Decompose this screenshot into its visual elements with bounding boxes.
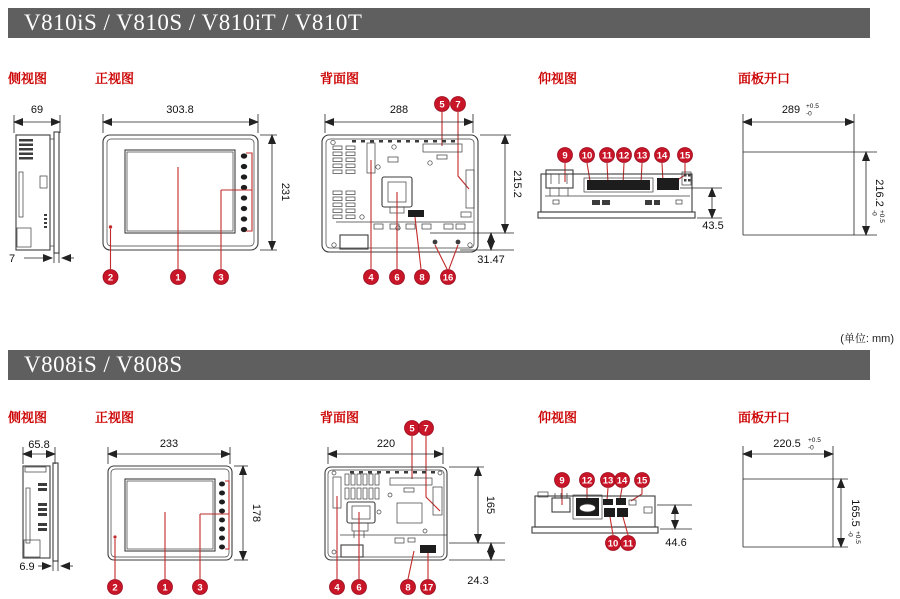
side-connector — [433, 487, 442, 515]
callout-5 — [405, 421, 420, 436]
svg-text:9: 9 — [562, 150, 568, 162]
svg-text:14: 14 — [616, 475, 628, 487]
callout-13 — [601, 473, 616, 488]
callout-14 — [655, 148, 670, 163]
svg-text:3: 3 — [197, 582, 203, 594]
side-vent-slats — [19, 139, 33, 160]
callout-12 — [580, 473, 595, 488]
tolerance-plus: +0.5 — [854, 531, 861, 544]
dip-switch — [420, 545, 436, 553]
label-side-view: 侧视图 — [8, 410, 48, 425]
dim-panel-width: 289 — [781, 104, 801, 116]
label-panel-cutout: 面板开口 — [738, 410, 791, 425]
dim-back-bottom-offset: 31.47 — [477, 254, 505, 266]
svg-text:4: 4 — [368, 272, 374, 284]
callout-11 — [600, 148, 615, 163]
tolerance-minus: -0 — [846, 531, 854, 537]
label-front-view: 正视图 — [95, 71, 135, 86]
dim-side-width: 65.8 — [28, 439, 50, 451]
power-led — [113, 535, 116, 538]
svg-text:1: 1 — [162, 582, 168, 594]
dim-panel-height: 165.5 — [849, 499, 861, 527]
dim-side-front-thickness: 6.9 — [19, 561, 35, 573]
dim-panel-width: 220.5 — [773, 438, 801, 450]
v808-front-view — [108, 438, 263, 595]
callout-13 — [635, 148, 650, 163]
callout-3 — [214, 270, 229, 285]
svg-text:17: 17 — [422, 582, 434, 594]
svg-text:3: 3 — [218, 272, 224, 284]
svg-text:4: 4 — [334, 582, 340, 594]
dim-front-width: 233 — [159, 438, 179, 450]
callout-10 — [580, 148, 595, 163]
callout-9 — [558, 148, 573, 163]
svg-text:13: 13 — [602, 475, 614, 487]
callout-8 — [415, 270, 430, 285]
callout-15 — [678, 148, 693, 163]
function-buttons — [241, 153, 247, 232]
dim-front-height: 231 — [279, 182, 291, 202]
dim-side-front-thickness: 7 — [8, 253, 16, 265]
tolerance-plus: +0.5 — [806, 103, 819, 110]
v810-side-view — [9, 104, 74, 265]
svg-text:1: 1 — [175, 272, 181, 284]
label-bottom-view: 仰视图 — [538, 71, 578, 86]
svg-text:15: 15 — [679, 150, 691, 162]
svg-text:13: 13 — [636, 150, 648, 162]
dim-bottom-depth: 43.5 — [702, 220, 724, 232]
callout-11 — [621, 536, 636, 551]
function-buttons — [219, 482, 225, 550]
dim-front-height: 178 — [250, 503, 262, 523]
label-panel-cutout: 面板开口 — [738, 71, 791, 86]
svg-text:7: 7 — [423, 423, 429, 435]
io-connector-strip — [587, 180, 650, 190]
back-top-slots — [352, 140, 455, 143]
callout-7 — [419, 421, 434, 436]
tolerance-plus: +0.5 — [808, 437, 821, 444]
back-vent-slots — [345, 474, 379, 499]
power-terminal-block — [546, 170, 573, 188]
label-bottom-view: 仰视图 — [538, 410, 578, 425]
callout-10 — [606, 536, 621, 551]
v810-back-view — [322, 97, 523, 285]
side-connector — [466, 170, 474, 208]
back-top-slots — [350, 471, 435, 474]
svg-text:16: 16 — [442, 272, 454, 284]
label-back-view: 背面图 — [320, 410, 360, 425]
label-front-view: 正视图 — [95, 410, 135, 425]
dim-back-width: 288 — [389, 104, 409, 116]
dim-side-width: 69 — [30, 104, 44, 116]
v810-panel-cutout — [743, 103, 885, 235]
v810-bottom-view — [538, 148, 724, 233]
section-title-v808: V808iS / V808S — [8, 350, 870, 380]
svg-text:5: 5 — [409, 423, 415, 435]
tolerance-minus: -0 — [870, 210, 878, 216]
callout-1 — [171, 270, 186, 285]
lan-connector — [657, 178, 679, 190]
svg-text:8: 8 — [405, 582, 411, 594]
tolerance-minus: -0 — [806, 110, 812, 118]
tolerance-plus: +0.5 — [878, 210, 885, 223]
callout-16 — [441, 270, 456, 285]
callout-9 — [555, 473, 570, 488]
dim-panel-height: 216.2 — [873, 179, 885, 207]
v808-side-view — [19, 439, 73, 573]
svg-text:15: 15 — [636, 475, 648, 487]
callout-17 — [421, 580, 436, 595]
callout-4 — [364, 270, 379, 285]
v808-bottom-view — [532, 473, 692, 551]
callout-6 — [390, 270, 405, 285]
svg-text:14: 14 — [656, 150, 668, 162]
dim-back-height: 165 — [484, 495, 496, 515]
svg-text:7: 7 — [455, 99, 461, 111]
v808-drawings — [0, 400, 900, 599]
svg-text:2: 2 — [112, 582, 118, 594]
svg-text:12: 12 — [618, 150, 630, 162]
svg-text:10: 10 — [581, 150, 593, 162]
callout-4 — [330, 580, 345, 595]
dim-front-width: 303.8 — [166, 104, 194, 116]
svg-text:9: 9 — [559, 475, 565, 487]
v808-back-view — [325, 421, 505, 595]
section-title-v810: V810iS / V810S / V810iT / V810T — [8, 8, 870, 38]
callout-5 — [435, 97, 450, 112]
back-vent-slots — [333, 146, 355, 219]
svg-text:10: 10 — [607, 538, 619, 550]
callout-2 — [103, 270, 118, 285]
v808-panel-cutout — [743, 437, 861, 547]
unit-note: (单位: mm) — [840, 333, 894, 345]
callout-14 — [615, 473, 630, 488]
svg-text:5: 5 — [439, 99, 445, 111]
callout-3 — [193, 580, 208, 595]
svg-text:12: 12 — [581, 475, 593, 487]
callout-7 — [451, 97, 466, 112]
callout-2 — [108, 580, 123, 595]
svg-text:11: 11 — [601, 150, 613, 162]
dim-back-height: 215.2 — [511, 170, 523, 198]
svg-text:6: 6 — [394, 272, 400, 284]
svg-text:2: 2 — [107, 272, 114, 284]
svg-text:11: 11 — [622, 538, 634, 550]
dip-switch — [408, 210, 424, 217]
label-side-view: 侧视图 — [8, 71, 48, 86]
v810-drawings — [0, 60, 900, 345]
callout-8 — [401, 580, 416, 595]
svg-text:6: 6 — [356, 582, 362, 594]
dim-bottom-depth: 44.6 — [665, 537, 687, 549]
callout-6 — [352, 580, 367, 595]
dim-back-width: 220 — [376, 438, 396, 450]
svg-text:8: 8 — [419, 272, 425, 284]
power-terminal — [347, 502, 375, 523]
power-led — [109, 225, 112, 228]
callout-15 — [635, 473, 650, 488]
callout-12 — [617, 148, 632, 163]
tolerance-minus: -0 — [808, 444, 814, 452]
dim-back-bottom-offset: 24.3 — [467, 575, 489, 587]
v810-front-view — [103, 104, 291, 285]
callout-1 — [158, 580, 173, 595]
label-back-view: 背面图 — [320, 71, 360, 86]
power-terminal-block — [552, 498, 570, 512]
